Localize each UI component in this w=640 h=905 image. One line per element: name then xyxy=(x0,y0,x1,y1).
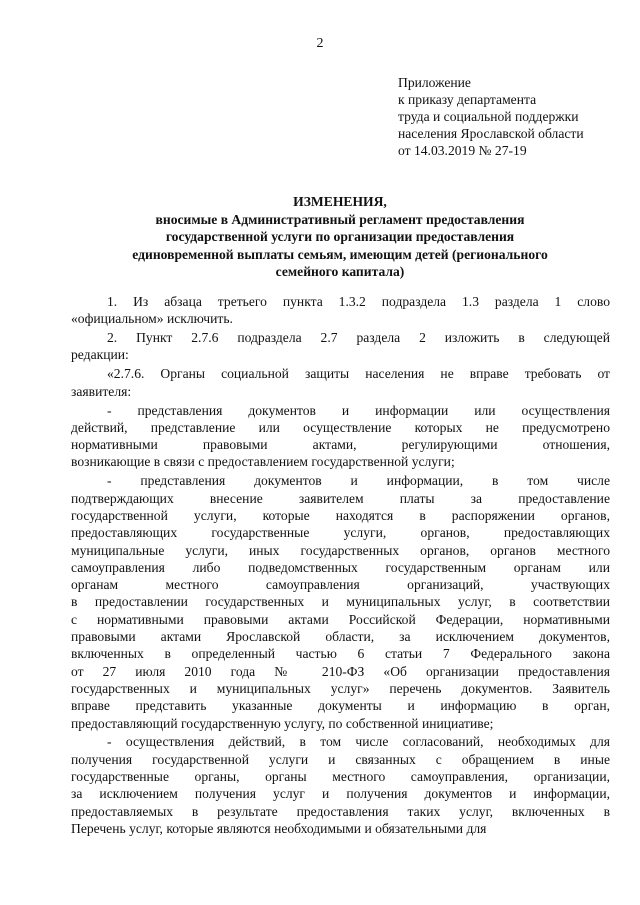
paragraph-line: Перечень услуг, которые являются необходимыми и обязательными для xyxy=(71,820,487,836)
paragraph-line: самоуправления либо подведомственных государственным органам или xyxy=(71,559,610,575)
paragraph-line: «официальном» исключить. xyxy=(71,311,233,327)
paragraph-line: «2.7.6. Органы социальной защиты населения не вправе требовать от xyxy=(107,366,610,382)
paragraph-line: подтверждающих внесение заявителем платы за предоставление xyxy=(71,490,610,506)
appendix-line: к приказу департамента xyxy=(398,92,537,107)
paragraph-line: с нормативными правовыми актами Российской Федерации, нормативными xyxy=(71,611,610,627)
subtitle-line: вносимые в Административный регламент предоставления xyxy=(155,212,525,227)
paragraph xyxy=(71,472,610,731)
paragraph-line: 1. Из абзаца третьего пункта 1.3.2 подраздела 1.3 раздела 1 слово xyxy=(107,294,610,309)
paragraph-line: предоставляющий государственную услугу, по собственной инициативе; xyxy=(71,715,494,731)
paragraph-line: в предоставлении государственных и муниципальных услуг, в соответствии xyxy=(71,594,610,610)
paragraph-line: редакции: xyxy=(71,347,129,363)
paragraph-line: - представления документов и информации, в том числе xyxy=(107,473,610,489)
appendix-block xyxy=(398,74,634,159)
paragraph-line: - представления документов и информации или осуществления xyxy=(107,402,610,418)
paragraph-line: действий, представление или осуществление которых не предусмотрено xyxy=(71,419,610,435)
paragraph-line: государственные органы, органы местного самоуправления, организации, xyxy=(71,768,610,784)
paragraph xyxy=(71,329,610,364)
paragraph xyxy=(71,733,610,837)
paragraph xyxy=(71,365,610,400)
appendix-line: труда и социальной поддержки xyxy=(398,109,579,124)
subtitle-line: семейного капитала) xyxy=(275,263,405,279)
appendix-line: населения Ярославской области xyxy=(398,126,584,141)
paragraph-line: возникающие в связи с предоставлением государственной услуги; xyxy=(71,454,455,470)
paragraph-line: предоставляющих государственные услуги, органов, предоставляющих xyxy=(71,525,610,541)
paragraph-line: 2. Пункт 2.7.6 подраздела 2.7 раздела 2 изложить в следующей xyxy=(107,330,610,346)
paragraph-line: включенных в определенный частью 6 статьи 7 Федерального закона xyxy=(71,646,610,662)
document-subtitle xyxy=(80,211,600,280)
page-number: 2 xyxy=(316,36,324,51)
paragraph-line: за исключением получения услуг и получения документов и информации, xyxy=(71,786,610,802)
paragraph-line: органам местного самоуправления организаций, участвующих xyxy=(71,577,610,593)
paragraph-line: нормативными правовыми актами, регулирующими отношения, xyxy=(71,437,610,453)
appendix-line: от 14.03.2019 № 27-19 xyxy=(398,143,527,158)
paragraph-line: муниципальные услуги, иных государственных органов, органов местного xyxy=(71,542,610,558)
paragraph-line: заявителя: xyxy=(71,383,132,399)
paragraph-line: государственной услуги, которые находятся в распоряжении органов, xyxy=(71,507,610,523)
paragraph xyxy=(71,293,610,328)
paragraph-line: вправе представить указанные документы и информацию в орган, xyxy=(71,698,610,714)
paragraph-line: правовыми актами Ярославской области, за исключением документов, xyxy=(71,629,610,645)
subtitle-line: единовременной выплаты семьям, имеющим детей (регионального xyxy=(132,246,548,262)
appendix-line: Приложение xyxy=(398,75,471,90)
paragraph-line: предоставляемых в результате предоставления таких услуг, включенных в xyxy=(71,803,610,819)
subtitle-line: государственной услуги по организации предоставления xyxy=(165,229,515,245)
paragraph-line: государственных и муниципальных услуг» перечень документов. Заявитель xyxy=(71,680,610,696)
paragraph-line: получения государственной услуги и связанных с обращением в иные xyxy=(71,751,610,767)
paragraph xyxy=(71,402,610,471)
paragraph-line: - осуществления действий, в том числе согласований, необходимых для xyxy=(107,734,610,750)
document-body xyxy=(71,293,610,837)
paragraph-line: от 27 июля 2010 года № 210-ФЗ «Об организации предоставления xyxy=(71,663,610,679)
document-title: ИЗМЕНЕНИЯ, xyxy=(293,194,387,209)
